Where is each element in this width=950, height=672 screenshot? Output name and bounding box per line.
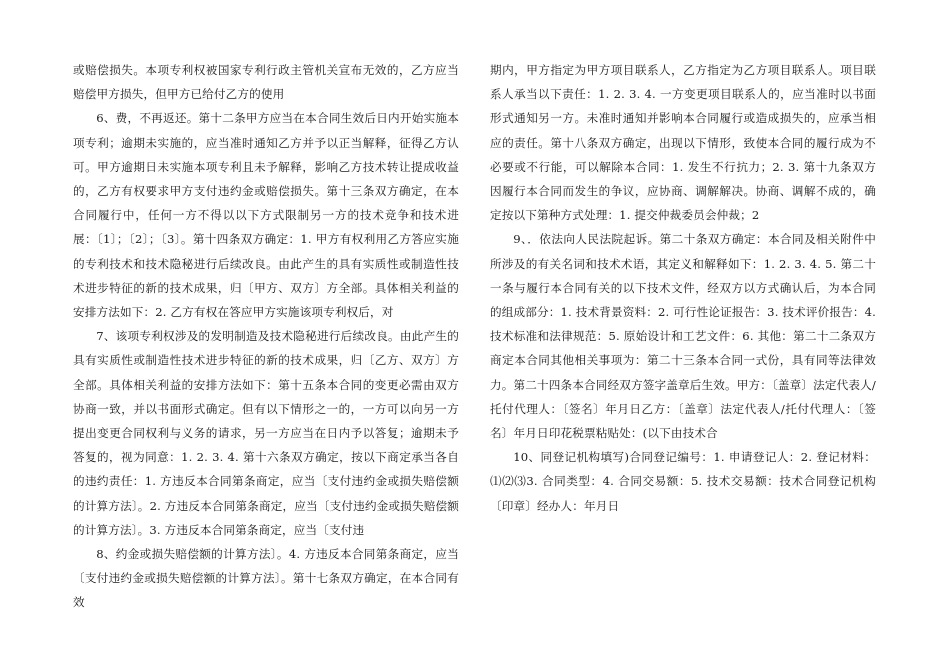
paragraph-9: 9、．依法向人民法院起诉。第二十条双方确定：本合同及相关附件中所涉及的有关名词和技术术语，其定义和解释如下：1. 2. 3. 4. 5. 第二十一条与履行本合同有关的以下技术文件，经双方以方式确认后，为本合同的组成部分：1. 技术背景资料：2. 可行性论证报告：3. 技术评价报告：4. 技术标准和法律规范：5. 原始设计和工艺文件：6. 其他：第二十二条双方商定本合同其他相关事项为：第二十三条本合同一式份，具有同等法律效力。第二十四条本合同经双方签字盖章后生效。甲方：〔盖章〕法定代表人/托付代理人：〔签名〕年月日乙方：〔盖章〕法定代表人/托付代理人：〔签名〕年月日印花税票粘贴处：(以下由技术合	[490, 232, 876, 441]
paragraph-6: 6、费，不再返还。第十二条甲方应当在本合同生效后日内开始实施本项专利；逾期未实施的，应当准时通知乙方并予以正当解释，征得乙方认可。甲方逾期日未实施本项专利且未予解释，影响乙方技术转让提成收益的，乙方有权要求甲方支付违约金或赔偿损失。第十三条双方确定，在本合同履行中，任何一方不得以以下方式限制另一方的技术竞争和技术进展：〔1〕；〔2〕；〔3〕。第十四条双方确定：1. 甲方有权利用乙方答应实施的专利技术和技术隐秘进行后续改良。由此产生的具有实质性或制造性技术进步特征的新的技术成果，归〔甲方、双方〕方全部。具体相关利益的安排方法如下：2. 乙方有权在答应甲方实施该项专利权后，对	[73, 111, 459, 320]
paragraph: 期内，甲方指定为甲方项目联系人，乙方指定为乙方项目联系人。项目联系人承当以下责任：1. 2. 3. 4. 一方变更项目联系人的，应当准时以书面形式通知另一方。未准时通知并影响本合同履行或造成损失的，应承当相应的责任。第十八条双方确定，出现以下情形，致使本合同的履行成为不必要或不行能，可以解除本合同：1. 发生不行抗力；2. 3. 第十九条双方因履行本合同而发生的争议，应协商、调解解决。协商、调解不成的，确定按以下第种方式处理：1. 提交仲裁委员会仲裁；2	[490, 63, 876, 223]
paragraph: 或赔偿损失。本项专利权被国家专利行政主管机关宣布无效的，乙方应当赔偿甲方损失，但甲方已给付乙方的使用	[73, 63, 459, 102]
left-column	[73, 58, 459, 615]
paragraph-10: 10、同登记机构填写)合同登记编号：1. 申请登记人：2. 登记材料：⑴⑵⑶3. 合同类型：4. 合同交易额：5. 技术交易额：技术合同登记机构〔印章〕经办人：年月日	[490, 450, 876, 513]
paragraph-7: 7、该项专利权涉及的发明制造及技术隐秘进行后续改良。由此产生的具有实质性或制造性技术进步特征的新的技术成果，归〔乙方、双方〕方全部。具体相关利益的安排方法如下：第十五条本合同的变更必需由双方协商一致，并以书面形式确定。但有以下情形之一的，一方可以向另一方提出变更合同权利与义务的请求，另一方应当在日内予以答复；逾期未予答复的，视为同意：1. 2. 3. 4. 第十六条双方确定，按以下商定承当各自的违约责任：1. 方违反本合同第条商定，应当〔支付违约金或损失赔偿额的计算方法〕。2. 方违反本合同第条商定，应当〔支付违约金或损失赔偿额的计算方法〕。3. 方违反本合同第条商定，应当〔支付违	[73, 329, 459, 537]
right-column	[490, 58, 876, 518]
paragraph-8: 8、约金或损失赔偿额的计算方法〕。4. 方违反本合同第条商定，应当〔支付违约金或损失赔偿额的计算方法〕。第十七条双方确定，在本合同有效	[73, 547, 459, 610]
